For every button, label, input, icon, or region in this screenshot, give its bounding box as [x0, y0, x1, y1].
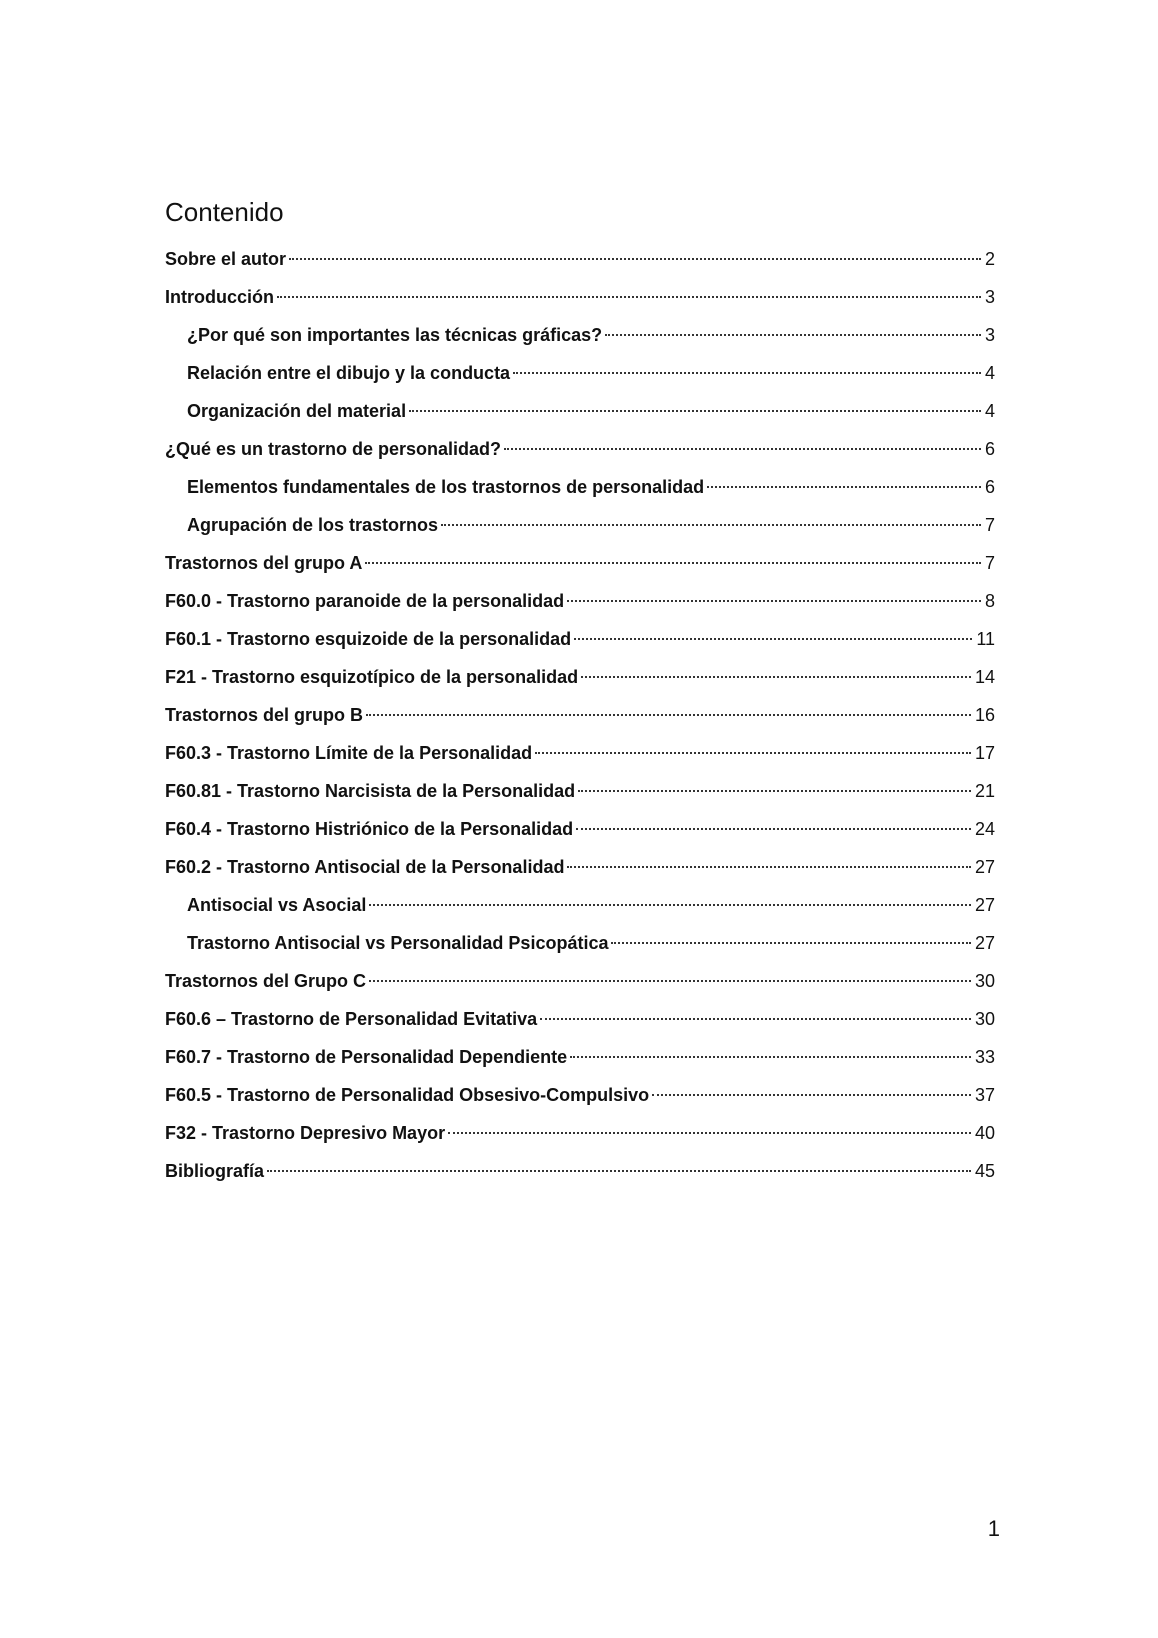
dot-leader — [289, 258, 981, 260]
toc-entry-page: 24 — [974, 819, 995, 839]
dot-leader — [605, 334, 981, 336]
dot-leader — [441, 524, 981, 526]
toc-entry[interactable] — [165, 544, 995, 582]
toc-entry-page: 7 — [984, 515, 995, 535]
dot-leader — [369, 904, 971, 906]
toc-entry-title: F60.4 - Trastorno Histriónico de la Personalidad — [165, 819, 574, 839]
dot-leader — [707, 486, 981, 488]
toc-entry[interactable] — [165, 1076, 995, 1114]
dot-leader — [369, 980, 971, 982]
toc-entry-title: ¿Por qué son importantes las técnicas gráficas? — [187, 325, 603, 345]
toc-entry-title: F21 - Trastorno esquizotípico de la personalidad — [165, 667, 579, 687]
toc-entry-page: 40 — [974, 1123, 995, 1143]
toc-entry-title: F60.1 - Trastorno esquizoide de la personalidad — [165, 629, 572, 649]
dot-leader — [581, 676, 971, 678]
toc-entry[interactable] — [165, 658, 995, 696]
toc-entry[interactable] — [165, 278, 995, 316]
toc-entry-title: Trastorno Antisocial vs Personalidad Psicopática — [187, 933, 609, 953]
toc-entry[interactable] — [165, 1038, 995, 1076]
toc-title: Contenido — [165, 197, 284, 227]
toc-entry-page: 16 — [974, 705, 995, 725]
dot-leader — [567, 600, 981, 602]
toc-entry-page: 7 — [984, 553, 995, 573]
toc-entry[interactable] — [165, 354, 995, 392]
toc-entry[interactable] — [165, 848, 995, 886]
toc-entry-page: 4 — [984, 363, 995, 383]
dot-leader — [365, 562, 981, 564]
toc-entry-title: F60.2 - Trastorno Antisocial de la Personalidad — [165, 857, 565, 877]
toc-entry-page: 30 — [974, 1009, 995, 1029]
toc-entry[interactable] — [165, 468, 995, 506]
dot-leader — [366, 714, 971, 716]
toc-entry-title: ¿Qué es un trastorno de personalidad? — [165, 439, 502, 459]
dot-leader — [535, 752, 971, 754]
toc-entry-page: 8 — [984, 591, 995, 611]
dot-leader — [652, 1094, 971, 1096]
dot-leader — [574, 638, 972, 640]
toc-entry-title: Introducción — [165, 287, 274, 307]
dot-leader — [576, 828, 971, 830]
toc-entry-title: Bibliografía — [165, 1161, 265, 1181]
toc-entry-page: 45 — [974, 1161, 995, 1181]
toc-entry-title: Relación entre el dibujo y la conducta — [187, 363, 511, 383]
dot-leader — [448, 1132, 971, 1134]
toc-entry[interactable] — [165, 924, 995, 962]
toc-entry-page: 21 — [974, 781, 995, 801]
toc-entry-page: 27 — [974, 895, 995, 915]
dot-leader — [567, 866, 971, 868]
dot-leader — [513, 372, 981, 374]
toc-entry-title: Sobre el autor — [165, 249, 287, 269]
toc-entry[interactable] — [165, 620, 995, 658]
page-number: 1 — [987, 1516, 1000, 1541]
toc-entry-page: 27 — [974, 857, 995, 877]
dot-leader — [611, 942, 970, 944]
dot-leader — [409, 410, 981, 412]
toc-entry-title: Agrupación de los trastornos — [187, 515, 439, 535]
toc-entry[interactable] — [165, 1152, 995, 1190]
toc-entry-page: 6 — [984, 477, 995, 497]
dot-leader — [267, 1170, 971, 1172]
dot-leader — [504, 448, 981, 450]
toc-entry[interactable] — [165, 1114, 995, 1152]
toc-entry-title: Trastornos del Grupo C — [165, 971, 367, 991]
toc-entry[interactable] — [165, 886, 995, 924]
toc-entry-title: F60.81 - Trastorno Narcisista de la Personalidad — [165, 781, 576, 801]
toc-entry-title: F60.3 - Trastorno Límite de la Personalidad — [165, 743, 533, 763]
toc-entry-page: 3 — [984, 287, 995, 307]
toc-entry[interactable] — [165, 1000, 995, 1038]
toc-entry-title: F32 - Trastorno Depresivo Mayor — [165, 1123, 446, 1143]
toc-entry-page: 3 — [984, 325, 995, 345]
toc-entry-page: 37 — [974, 1085, 995, 1105]
dot-leader — [570, 1056, 971, 1058]
toc-entry-title: Elementos fundamentales de los trastornos de personalidad — [187, 477, 705, 497]
toc-entry[interactable] — [165, 810, 995, 848]
table-of-contents — [165, 240, 995, 1190]
toc-entry-title: Trastornos del grupo A — [165, 553, 363, 573]
toc-entry-page: 27 — [974, 933, 995, 953]
toc-entry[interactable] — [165, 772, 995, 810]
toc-entry-title: F60.6 – Trastorno de Personalidad Evitativa — [165, 1009, 538, 1029]
toc-entry[interactable] — [165, 392, 995, 430]
toc-entry-title: Organización del material — [187, 401, 407, 421]
toc-entry-title: F60.7 - Trastorno de Personalidad Dependiente — [165, 1047, 568, 1067]
toc-entry-page: 4 — [984, 401, 995, 421]
dot-leader — [578, 790, 971, 792]
toc-entry[interactable] — [165, 734, 995, 772]
toc-entry[interactable] — [165, 316, 995, 354]
toc-entry-title: Trastornos del grupo B — [165, 705, 364, 725]
toc-entry[interactable] — [165, 240, 995, 278]
dot-leader — [540, 1018, 971, 1020]
toc-entry-page: 11 — [976, 629, 995, 649]
toc-entry-page: 2 — [984, 249, 995, 269]
dot-leader — [277, 296, 981, 298]
toc-entry[interactable] — [165, 582, 995, 620]
toc-entry-page: 30 — [974, 971, 995, 991]
toc-entry-page: 6 — [984, 439, 995, 459]
toc-entry-title: F60.5 - Trastorno de Personalidad Obsesivo-Compulsivo — [165, 1085, 650, 1105]
toc-entry[interactable] — [165, 506, 995, 544]
toc-entry[interactable] — [165, 696, 995, 734]
toc-entry-page: 14 — [974, 667, 995, 687]
toc-entry[interactable] — [165, 430, 995, 468]
toc-entry-title: F60.0 - Trastorno paranoide de la personalidad — [165, 591, 565, 611]
toc-entry-page: 17 — [974, 743, 995, 763]
toc-entry[interactable] — [165, 962, 995, 1000]
toc-entry-title: Antisocial vs Asocial — [187, 895, 367, 915]
toc-entry-page: 33 — [974, 1047, 995, 1067]
